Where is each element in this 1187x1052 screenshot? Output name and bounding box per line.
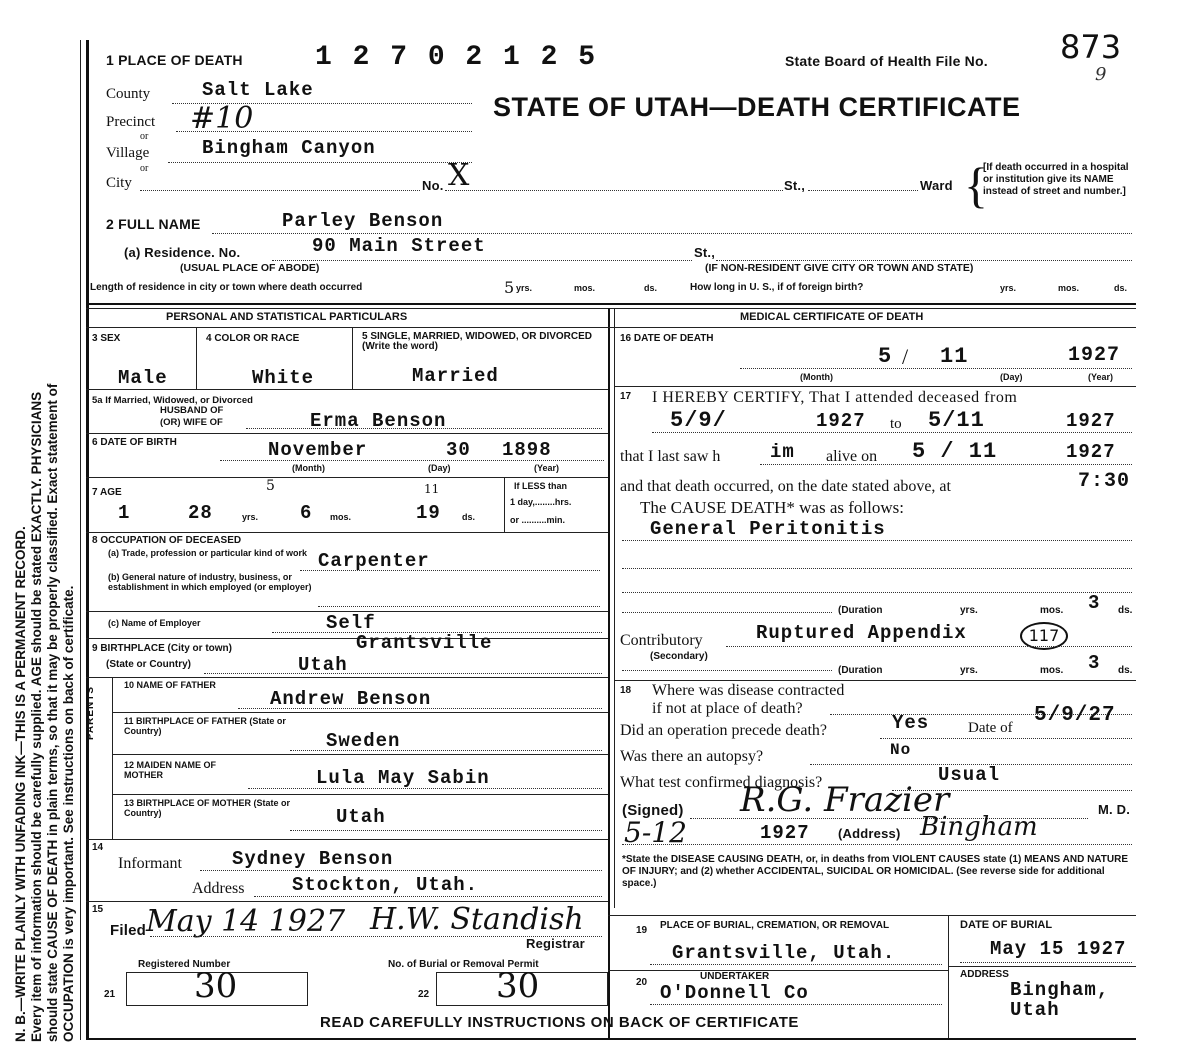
q18-number: 18 <box>620 685 632 696</box>
no-mark: X <box>448 158 470 193</box>
occupation-value: Carpenter <box>318 550 430 572</box>
row-line <box>608 970 948 971</box>
sex-label: 3 SEX <box>92 333 121 344</box>
state-file-label: State Board of Health File No. <box>785 53 988 69</box>
md-label: M. D. <box>1098 802 1131 817</box>
length-mos: mos. <box>574 283 596 293</box>
death-time: 7:30 <box>1078 470 1131 493</box>
birthplace-city: Grantsville <box>356 632 493 654</box>
left-frame-line-inner <box>80 40 81 1040</box>
county-value: Salt Lake <box>202 79 314 101</box>
length-residence-value: 5 <box>504 278 515 297</box>
brace-icon: { <box>964 157 988 213</box>
spouse-label-1: 5a If Married, Widowed, or Divorced <box>92 395 253 406</box>
row-line <box>86 638 608 639</box>
death-occurred-text: and that death occurred, on the date stated above, at <box>620 478 951 495</box>
informant-address-line <box>254 896 602 897</box>
row-line <box>86 677 608 678</box>
registered-number-label: Registered Number <box>138 959 231 970</box>
cause-value: General Peritonitis <box>650 518 886 540</box>
secondary-label: (Secondary) <box>650 651 708 662</box>
length-ds: ds. <box>644 283 658 293</box>
row-line <box>86 532 608 533</box>
burial-divider <box>948 915 949 1038</box>
mother-birthplace-value: Utah <box>336 806 386 828</box>
length-yrs: yrs. <box>516 283 533 293</box>
signed-date: 5-12 <box>624 816 687 849</box>
parents-side-label: PARENTS <box>85 685 96 740</box>
spouse-value: Erma Benson <box>310 410 447 432</box>
full-name-label: 2 FULL NAME <box>106 216 201 232</box>
employer-label: (c) Name of Employer <box>108 618 201 628</box>
color-divider <box>352 327 353 389</box>
operation-value: Yes <box>892 712 930 734</box>
marital-value: Married <box>412 365 499 387</box>
physician-signature: R.G. Frazier <box>740 780 950 820</box>
row-line <box>86 839 608 840</box>
certify-text: I HEREBY CERTIFY, That I attended deceased from <box>652 389 1018 406</box>
less-than-3: or ..........min. <box>510 515 566 525</box>
certify-number: 17 <box>620 391 632 402</box>
occupation-b-label: (b) General nature of industry, business, or establishment in which employed (or employer) <box>108 572 312 592</box>
full-name-value: Parley Benson <box>282 210 444 232</box>
state-file-number: 873 <box>1060 28 1122 66</box>
informant-label: Informant <box>118 855 182 872</box>
where-contracted-label: Where was disease contracted <box>652 682 845 699</box>
signed-year: 1927 <box>760 822 810 844</box>
residence-line <box>272 260 692 261</box>
ward-line <box>808 190 918 191</box>
residence-value: 90 Main Street <box>312 235 486 257</box>
death-year-caption: (Year) <box>1088 372 1114 382</box>
last-saw-text: that I last saw h <box>620 448 721 465</box>
date-of-death-label: 16 DATE OF DEATH <box>620 333 714 344</box>
burial-date-value: May 15 1927 <box>990 938 1127 960</box>
filed-number: 15 <box>92 904 104 915</box>
autopsy-label: Was there an autopsy? <box>620 748 764 765</box>
row-line <box>948 966 1136 967</box>
informant-value: Sydney Benson <box>232 848 394 870</box>
informant-address-value: Stockton, Utah. <box>292 874 479 896</box>
residence-st-line <box>716 260 1132 261</box>
attended-to-year: 1927 <box>1066 410 1116 432</box>
row-line <box>112 712 608 713</box>
age-label: 7 AGE <box>92 487 122 498</box>
mother-birthplace-label: 13 BIRTHPLACE OF MOTHER (State or Country) <box>124 798 291 818</box>
age-days: 19 <box>416 502 441 524</box>
attended-to-date: 5/11 <box>928 408 985 433</box>
non-resident-label: (IF NON-RESIDENT GIVE CITY OR TOWN AND STATE) <box>705 262 974 274</box>
duration-yrs: yrs. <box>960 605 978 616</box>
less-than-divider <box>504 477 505 532</box>
less-than-2: 1 day,........hrs. <box>510 497 572 507</box>
birthplace-state-label: (State or Country) <box>106 659 191 670</box>
burial-place-line <box>650 964 942 965</box>
or-label: or <box>140 163 149 174</box>
death-year: 1927 <box>1068 344 1121 367</box>
occupation-b-line <box>318 606 600 607</box>
dob-day-caption: (Day) <box>428 463 451 473</box>
row-line <box>112 754 608 755</box>
cause-line-3 <box>622 592 1132 593</box>
burial-place-value: Grantsville, Utah. <box>672 942 896 964</box>
mother-label: 12 MAIDEN NAME OF MOTHER <box>124 760 217 780</box>
spouse-label-2: HUSBAND OF <box>160 405 224 416</box>
burial-address-label: ADDRESS <box>960 969 1009 980</box>
autopsy-value: No <box>890 741 912 759</box>
cause-line-2 <box>622 568 1132 569</box>
cause-duration-line <box>622 612 832 613</box>
operation-line <box>880 738 1132 739</box>
death-month-caption: (Month) <box>800 372 833 382</box>
operation-date-label: Date of <box>968 720 1013 736</box>
street-line <box>445 190 783 191</box>
not-at-place-label: if not at place of death? <box>652 700 803 717</box>
burial-date-label: DATE OF BURIAL <box>960 919 1053 931</box>
row-line <box>86 477 608 478</box>
us-yrs: yrs. <box>1000 283 1017 293</box>
us-mos: mos. <box>1058 283 1080 293</box>
us-ds: ds. <box>1114 283 1128 293</box>
dob-day: 30 <box>446 439 471 461</box>
signed-address-value: Bingham <box>920 812 1038 842</box>
certificate-number: 1 2 7 0 2 1 2 5 <box>315 42 598 73</box>
registrar-label: Registrar <box>526 936 585 951</box>
test-value: Usual <box>938 764 1001 786</box>
duration-value-2: 3 <box>1088 652 1101 674</box>
alive-on-label: alive on <box>826 448 878 465</box>
duration-yrs-2: yrs. <box>960 665 978 676</box>
duration-label: (Duration <box>838 605 883 616</box>
ward-label: Ward <box>920 178 953 193</box>
mother-value: Lula May Sabin <box>316 767 490 789</box>
burial-date-line <box>960 962 1132 963</box>
alive-line <box>760 464 1132 465</box>
burial-place-label: PLACE OF BURIAL, CREMATION, OR REMOVAL <box>660 920 890 931</box>
color-value: White <box>252 367 315 389</box>
age-prefix: 1 <box>118 502 131 524</box>
informant-address-label: Address <box>192 880 245 897</box>
duration-ds-2: ds. <box>1118 665 1133 676</box>
undertaker-number: 20 <box>636 977 648 988</box>
informant-number: 14 <box>92 842 104 853</box>
residence-label: (a) Residence. No. <box>124 245 241 260</box>
parents-divider <box>112 677 113 839</box>
sidebar-instructions <box>13 42 77 1042</box>
duration-ds: ds. <box>1118 605 1133 616</box>
usual-place-label: (USUAL PLACE OF ABODE) <box>180 262 320 274</box>
filed-label: Filed <box>110 922 147 939</box>
burial-permit-value: 30 <box>496 966 540 1006</box>
signed-address-label: (Address) <box>838 826 901 841</box>
contributory-value: Ruptured Appendix <box>756 622 967 644</box>
dob-line <box>220 460 604 461</box>
duration-value: 3 <box>1088 592 1101 614</box>
residence-st-label: St., <box>694 245 716 260</box>
birthplace-state: Utah <box>298 654 348 676</box>
section-divider-thin <box>86 308 1136 309</box>
undertaker-line <box>650 1004 942 1005</box>
sidebar-line: should state CAUSE OF DEATH in plain terms, so that it may be properly classified. Exact statement of <box>45 383 60 1042</box>
age-ds-label: ds. <box>462 512 476 522</box>
center-divider-thin <box>614 308 615 908</box>
operation-label: Did an operation precede death? <box>620 722 828 739</box>
burial-permit-index: 22 <box>418 989 430 1000</box>
operation-date: 5/9/27 <box>1034 704 1116 727</box>
alive-date: 5 / 11 <box>912 439 998 464</box>
certificate-title: STATE OF UTAH—DEATH CERTIFICATE <box>493 92 1021 122</box>
last-saw-him: im <box>770 441 795 463</box>
signed-date-line <box>622 844 1132 845</box>
birthplace-label: 9 BIRTHPLACE (City or town) <box>92 643 232 654</box>
mother-birthplace-line <box>290 830 602 831</box>
contributory-label: Contributory <box>620 632 703 649</box>
left-frame-line <box>86 40 89 1040</box>
full-name-line <box>212 233 1132 234</box>
sex-divider <box>196 327 197 389</box>
dob-month-caption: (Month) <box>292 463 325 473</box>
section-title-underline <box>86 327 1136 328</box>
death-day: 11 <box>940 344 969 369</box>
or-label: or <box>140 131 149 142</box>
dob-label: 6 DATE OF BIRTH <box>92 437 177 448</box>
instructions-footer: READ CAREFULLY INSTRUCTIONS ON BACK OF CERTIFICATE <box>320 1014 799 1031</box>
city-label: City <box>106 175 132 191</box>
filed-value: May 14 1927 <box>146 904 346 939</box>
undertaker-label: UNDERTAKER <box>700 971 770 982</box>
length-residence-label: Length of residence in city or town where death occurred <box>90 282 363 293</box>
mother-line <box>248 788 602 789</box>
attended-from-date: 5/9/ <box>670 408 727 433</box>
birthplace-line <box>204 673 602 674</box>
sidebar-line: OCCUPATION is very important. See instructions on back of certificate. <box>61 585 76 1042</box>
village-label: Village <box>106 145 150 161</box>
hospital-note: [If death occurred in a hospital or institution give its NAME instead of street and number.] <box>983 162 1129 197</box>
marital-label: 5 SINGLE, MARRIED, WIDOWED, OR DIVORCED (Write the word) <box>362 331 593 352</box>
registered-number-value: 30 <box>194 966 238 1006</box>
no-label: No. <box>422 178 444 193</box>
employer-value: Self <box>326 612 376 634</box>
contributory-duration-line <box>622 670 832 671</box>
alive-year: 1927 <box>1066 441 1116 463</box>
father-line <box>238 708 602 709</box>
age-mos-label: mos. <box>330 512 352 522</box>
attended-line <box>652 432 1132 433</box>
color-label: 4 COLOR OR RACE <box>206 333 300 344</box>
undertaker-value: O'Donnell Co <box>660 982 809 1004</box>
cause-footnote: *State the DISEASE CAUSING DEATH, or, in deaths from VIOLENT CAUSES state (1) MEANS AND NATURE OF INJURY; and (2) whether ACCIDENTAL, SUICIDAL OR HOMICIDAL. (See reverse side for additional space.) <box>622 854 1128 889</box>
occupation-a-label: (a) Trade, profession or particular kind of work <box>108 548 308 558</box>
sex-value: Male <box>118 367 168 389</box>
st-label: St., <box>784 178 806 193</box>
precinct-value: #10 <box>190 101 254 136</box>
burial-place-number: 19 <box>636 925 648 936</box>
attended-to-label: to <box>890 416 902 432</box>
father-birthplace-label: 11 BIRTHPLACE OF FATHER (State or Country) <box>124 716 286 736</box>
father-birthplace-line <box>290 750 602 751</box>
personal-section-title: PERSONAL AND STATISTICAL PARTICULARS <box>166 311 408 323</box>
father-value: Andrew Benson <box>270 688 432 710</box>
city-line <box>140 190 420 191</box>
burial-permit-label: No. of Burial or Removal Permit <box>388 959 539 970</box>
row-line <box>608 915 1136 916</box>
death-date-line <box>740 368 1132 369</box>
precinct-label: Precinct <box>106 114 156 130</box>
village-line <box>168 162 472 163</box>
row-line <box>86 433 608 434</box>
contributory-code: 117 <box>1020 622 1068 650</box>
place-of-death-label: 1 PLACE OF DEATH <box>106 52 243 68</box>
age-months-mark: 5 <box>266 478 275 494</box>
attended-from-year: 1927 <box>816 410 866 432</box>
father-label: 10 NAME OF FATHER <box>124 680 216 690</box>
occupation-label: 8 OCCUPATION OF DECEASED <box>92 535 242 546</box>
dob-month: November <box>268 439 368 461</box>
spouse-label-3: (OR) WIFE OF <box>160 417 223 428</box>
age-months: 6 <box>300 502 313 524</box>
registrar-signature: H.W. Standish <box>370 902 584 937</box>
duration-mos-2: mos. <box>1040 665 1064 676</box>
cause-label: The CAUSE DEATH* was as follows: <box>640 498 904 517</box>
county-label: County <box>106 86 151 102</box>
row-line <box>86 389 608 390</box>
age-years: 28 <box>188 502 213 524</box>
sidebar-line: Every item of information should be carefully supplied. AGE should be stated EXACTLY. PHYSICIANS <box>29 391 44 1042</box>
village-value: Bingham Canyon <box>202 137 376 159</box>
test-label: What test confirmed diagnosis? <box>620 774 823 791</box>
how-long-us-label: How long in U. S., if of foreign birth? <box>690 282 864 293</box>
age-days-mark: 11 <box>424 482 440 496</box>
informant-line <box>200 870 602 871</box>
dob-year: 1898 <box>502 439 552 461</box>
cause-line-1 <box>622 540 1132 541</box>
section-divider <box>86 303 1136 305</box>
registered-number-index: 21 <box>104 989 116 1000</box>
dob-year-caption: (Year) <box>534 463 560 473</box>
death-month: 5 <box>878 344 893 369</box>
duration-mos: mos. <box>1040 605 1064 616</box>
row-line <box>614 680 1136 681</box>
medical-section-title: MEDICAL CERTIFICATE OF DEATH <box>740 311 924 323</box>
center-divider <box>608 308 610 1038</box>
state-file-number-extra: 9 <box>1095 64 1107 85</box>
occupation-line <box>300 570 600 571</box>
age-yrs-label: yrs. <box>242 512 259 522</box>
bottom-frame-line <box>86 1038 1136 1040</box>
contributory-line <box>726 646 1132 647</box>
burial-address-value: Bingham, Utah <box>1010 979 1110 1021</box>
father-birthplace-value: Sweden <box>326 730 401 752</box>
duration-label-2: (Duration <box>838 665 883 676</box>
row-line <box>614 386 1136 387</box>
sidebar-line: N. B.—WRITE PLAINLY WITH UNFADING INK—THIS IS A PERMANENT RECORD. <box>13 526 28 1042</box>
signed-label: (Signed) <box>622 802 684 819</box>
death-day-caption: (Day) <box>1000 372 1023 382</box>
less-than-1: If LESS than <box>514 481 568 491</box>
row-line <box>112 794 608 795</box>
